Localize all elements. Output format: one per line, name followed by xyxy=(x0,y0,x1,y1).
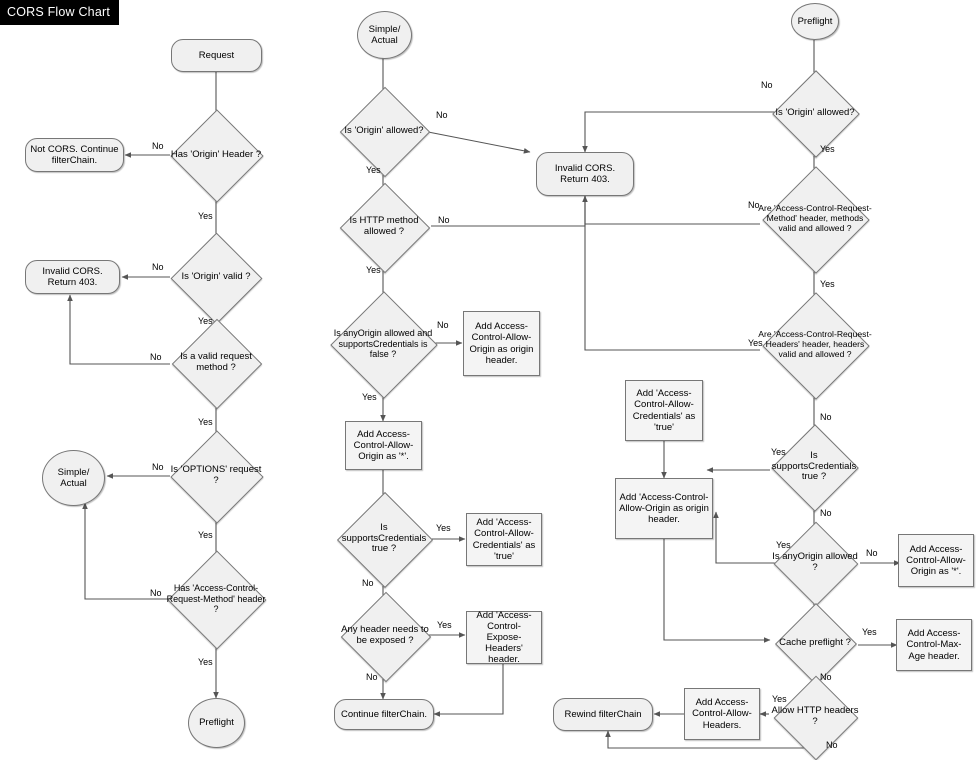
edge-label-yes-13: No xyxy=(820,412,832,422)
edge-label-no-7: No xyxy=(438,215,450,225)
node-add-acac-right: Add 'Access-Control-Allow-Credentials' as 'true' xyxy=(625,380,703,441)
edge-label-no-17: No xyxy=(826,740,838,750)
node-rewind-filterchain: Rewind filterChain xyxy=(553,698,653,731)
edge-label-yes-11: Yes xyxy=(820,144,835,154)
node-add-expose-headers: Add 'Access-Control-Expose-Headers' header. xyxy=(466,611,542,664)
edge-label-yes-1: Yes xyxy=(198,211,213,221)
node-add-max-age: Add Access-Control-Max-Age header. xyxy=(896,619,972,671)
edge-label-no-10: No xyxy=(366,672,378,682)
node-origin-valid: Is 'Origin' valid ? xyxy=(168,245,264,310)
node-add-allow-headers: Add Access-Control-Allow-Headers. xyxy=(684,688,760,740)
edge-label-no-16: No xyxy=(820,672,832,682)
node-origin-allowed-right: Is 'Origin' allowed? xyxy=(770,83,860,143)
edge-label-yes-9: Yes xyxy=(436,523,451,533)
node-add-acac-mid: Add 'Access-Control-Allow-Credentials' as 'true' xyxy=(466,513,542,566)
node-simple-actual-left: Simple/ Actual xyxy=(42,450,105,506)
node-anyorigin-allowed-right: Is anyOrigin allowed ? xyxy=(770,534,860,592)
edge-label-no-6: No xyxy=(436,110,448,120)
node-simple-actual-top: Simple/ Actual xyxy=(357,11,412,59)
node-supports-credentials-mid: Is supportsCredentials true ? xyxy=(338,506,430,572)
edge-label-yes-10: Yes xyxy=(437,620,452,630)
edge-label-no-14: No xyxy=(820,508,832,518)
node-invalid-cors-mid: Invalid CORS. Return 403. xyxy=(536,152,634,196)
node-has-origin-header: Has 'Origin' Header ? xyxy=(168,120,264,190)
edge-label-no-12: No xyxy=(748,200,760,210)
edge-label-no-15: Yes xyxy=(776,540,791,550)
node-allow-http-headers: Allow HTTP headers ? xyxy=(770,688,860,746)
edge-label-yes-12: Yes xyxy=(820,279,835,289)
node-http-method-allowed: Is HTTP method allowed ? xyxy=(334,196,434,258)
edge-label-yes-7: Yes xyxy=(366,265,381,275)
edge-label-no-13: Yes xyxy=(748,338,763,348)
edge-label-yes-15: No xyxy=(866,548,878,558)
edge-label-no-11: No xyxy=(761,80,773,90)
edge-label-yes-8: Yes xyxy=(362,392,377,402)
edge-label-yes-17: Yes xyxy=(772,694,787,704)
node-request: Request xyxy=(171,39,262,72)
edge-label-no-2: No xyxy=(152,262,164,272)
node-cache-preflight: Cache preflight ? xyxy=(772,615,858,671)
node-add-acao-origin-mid: Add Access-Control-Allow-Origin as origin header. xyxy=(463,311,540,376)
node-preflight-left: Preflight xyxy=(188,698,245,748)
node-add-acao-star-mid: Add Access-Control-Allow-Origin as '*'. xyxy=(345,421,422,470)
edge-label-no-8: No xyxy=(437,320,449,330)
node-origin-allowed-mid: Is 'Origin' allowed? xyxy=(338,100,430,162)
node-supports-credentials-right: Is supportsCredentials true ? xyxy=(768,437,860,497)
page-title: CORS Flow Chart xyxy=(0,0,119,25)
edge-label-yes-4: Yes xyxy=(198,530,213,540)
node-not-cors: Not CORS. Continue filterChain. xyxy=(25,138,124,172)
node-acr-headers-valid: Are 'Access-Control-Request-Headers' header, headers valid and allowed ? xyxy=(757,305,873,385)
edge-label-no-1: No xyxy=(152,141,164,151)
node-continue-filterchain: Continue filterChain. xyxy=(334,699,434,730)
node-has-acrm-header: Has 'Access-Control-Request-Method' header ? xyxy=(165,563,267,635)
edge-label-yes-3: Yes xyxy=(198,417,213,427)
edge-label-yes-5: Yes xyxy=(198,657,213,667)
node-acr-method-valid: Are 'Access-Control-Request-Method' header, methods valid and allowed ? xyxy=(757,180,873,258)
node-header-needs-exposed: Any header needs to be exposed ? xyxy=(340,605,430,667)
node-preflight-top: Preflight xyxy=(791,3,839,40)
edge-label-yes-16: Yes xyxy=(862,627,877,637)
edge-label-yes-14: Yes xyxy=(771,447,786,457)
edge-label-no-9: No xyxy=(362,578,374,588)
node-invalid-cors-left: Invalid CORS. Return 403. xyxy=(25,260,120,294)
edge-label-no-5: No xyxy=(150,588,162,598)
node-anyorigin-supportscred: Is anyOrigin allowed and supportsCredentials is false ? xyxy=(333,303,433,385)
node-add-acao-star-right: Add Access-Control-Allow-Origin as '*'. xyxy=(898,534,974,587)
node-is-options-request: Is 'OPTIONS' request ? xyxy=(168,443,264,509)
edge-label-yes-6: Yes xyxy=(366,165,381,175)
edge-label-no-3: No xyxy=(150,352,162,362)
node-valid-request-method: Is a valid request method ? xyxy=(168,332,264,394)
edge-label-no-4: No xyxy=(152,462,164,472)
edge-label-yes-2: Yes xyxy=(198,316,213,326)
node-add-acao-origin-right: Add 'Access-Control-Allow-Origin as origin header. xyxy=(615,478,713,539)
